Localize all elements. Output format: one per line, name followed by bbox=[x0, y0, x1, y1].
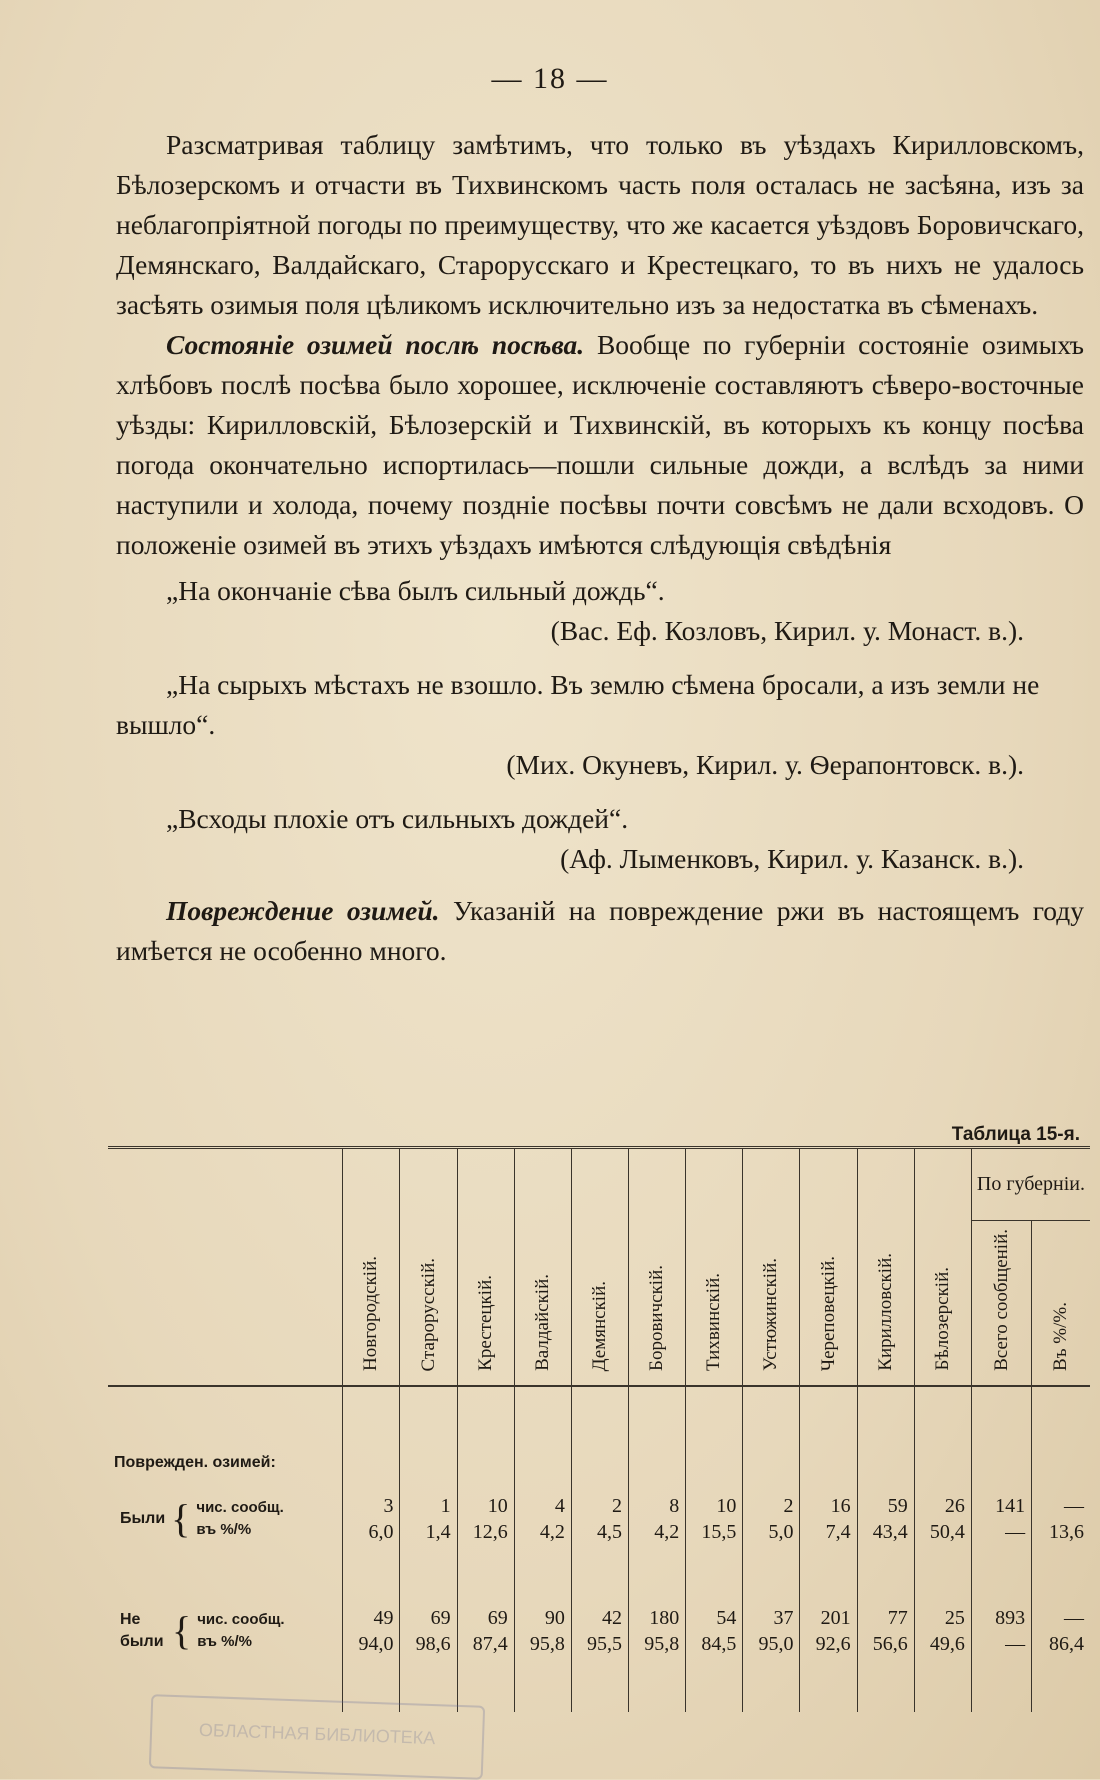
col-header-10: Бѣлозерскій. bbox=[914, 1148, 971, 1387]
col-header-4: Демянскій. bbox=[571, 1148, 628, 1387]
cell-were-9: 59 43,4 bbox=[857, 1478, 914, 1560]
cell-were-2: 10 12,6 bbox=[457, 1478, 514, 1560]
section-row bbox=[108, 1386, 1090, 1478]
cell-were-10: 26 50,4 bbox=[914, 1478, 971, 1560]
cell-notwere-11: 893 — bbox=[971, 1590, 1031, 1672]
col-header-7: Устюжинскій. bbox=[743, 1148, 800, 1387]
paragraph-2-text: Вообще по губерніи состояніе озимыхъ хлѣбовъ послѣ посѣва было хорошее, исключеніе составляютъ сѣверо-восточные уѣзды: Кирилловскій, Бѣлозерскій и Тихвинскій, въ которыхъ къ концу посѣва погода окончательно испортилась—пошли сильные дожди, а вслѣдъ за ними наступили и холода, почему поздніе посѣвы почти совсѣмъ не дали всходовъ. О положеніе озимей въ этихъ уѣздахъ имѣются слѣдующія свѣдѣнія bbox=[116, 329, 1084, 560]
col-header-8: Череповецкій. bbox=[800, 1148, 857, 1387]
table-15 bbox=[108, 1146, 1090, 1684]
cell-were-12: — 13,6 bbox=[1032, 1478, 1090, 1560]
cell-were-4: 2 4,5 bbox=[571, 1478, 628, 1560]
cell-notwere-10: 25 49,6 bbox=[914, 1590, 971, 1672]
cell-notwere-6: 54 84,5 bbox=[686, 1590, 743, 1672]
quote-2-signature: (Мих. Окуневъ, Кирил. у. Ѳерапонтовск. в.). bbox=[506, 749, 1024, 780]
quote-1-signature: (Вас. Еф. Козловъ, Кирил. у. Монаст. в.). bbox=[550, 615, 1024, 646]
cell-were-8: 16 7,4 bbox=[800, 1478, 857, 1560]
page-number: — 18 — bbox=[491, 62, 609, 95]
body-text bbox=[116, 125, 1084, 971]
cell-notwere-2: 69 87,4 bbox=[457, 1590, 514, 1672]
library-stamp: ОБЛАСТНАЯ БИБЛИОТЕКА bbox=[149, 1694, 485, 1780]
section-title-state: Состояніе озимей послѣ посѣва. bbox=[166, 329, 585, 360]
table-row-were bbox=[108, 1478, 1090, 1560]
table-caption: Таблица 15-я. bbox=[951, 1124, 1080, 1145]
quote-1: „На окончаніе сѣва былъ сильный дождь“. bbox=[166, 575, 665, 606]
cell-were-6: 10 15,5 bbox=[686, 1478, 743, 1560]
paragraph-2 bbox=[116, 325, 1084, 565]
col-header-3: Валдайскій. bbox=[514, 1148, 571, 1387]
spacer-row bbox=[108, 1560, 1090, 1590]
paragraph-3 bbox=[116, 891, 1084, 971]
col-header-0: Новгородскій. bbox=[343, 1148, 400, 1387]
quote-3: „Всходы плохіе отъ сильныхъ дождей“. bbox=[166, 803, 629, 834]
row-label-were: Были { чис. сообщ. въ %/% bbox=[120, 1496, 284, 1541]
cell-notwere-0: 49 94,0 bbox=[343, 1590, 400, 1672]
paragraph-1: Разсматривая таблицу замѣтимъ, что только въ уѣздахъ Кирилловскомъ, Бѣлозерскомъ и отчасти въ Тихвинскомъ часть поля осталась не засѣяна, изъ за неблагопріятной погоды по преимуществу, что же касается уѣздовъ Боровичскаго, Демянскаго, Валдайскаго, Старорусскаго и Крестецкаго, то въ нихъ не удалось засѣять озимыя поля цѣликомъ исключительно изъ за недостатка въ сѣменахъ. bbox=[116, 129, 1084, 320]
col-header-9: Кирилловскій. bbox=[857, 1148, 914, 1387]
cell-were-0: 3 6,0 bbox=[343, 1478, 400, 1560]
col-header-total: Всего сообщеній. bbox=[971, 1220, 1031, 1386]
quote-3-signature: (Аф. Лыменковъ, Кирил. у. Казанск. в.). bbox=[560, 843, 1024, 874]
table-row-were-not bbox=[108, 1590, 1090, 1672]
col-header-1: Старорусскій. bbox=[400, 1148, 457, 1387]
cell-were-7: 2 5,0 bbox=[743, 1478, 800, 1560]
cell-notwere-3: 90 95,8 bbox=[514, 1590, 571, 1672]
cell-notwere-5: 180 95,8 bbox=[629, 1590, 686, 1672]
cell-notwere-8: 201 92,6 bbox=[800, 1590, 857, 1672]
cell-were-1: 1 1,4 bbox=[400, 1478, 457, 1560]
section-title-damage: Повреждение озимей. bbox=[166, 895, 440, 926]
col-header-5: Боровичскій. bbox=[629, 1148, 686, 1387]
cell-were-5: 8 4,2 bbox=[629, 1478, 686, 1560]
cell-notwere-12: — 86,4 bbox=[1032, 1590, 1090, 1672]
cell-notwere-1: 69 98,6 bbox=[400, 1590, 457, 1672]
cell-notwere-7: 37 95,0 bbox=[743, 1590, 800, 1672]
row-label-were-not: Не были { чис. сообщ. въ %/% bbox=[120, 1608, 285, 1653]
cell-notwere-9: 77 56,6 bbox=[857, 1590, 914, 1672]
header-row-top bbox=[108, 1148, 1090, 1221]
quote-2: „На сырыхъ мѣстахъ не взошло. Въ землю сѣмена бросали, а изъ земли не вышло“. bbox=[116, 669, 1040, 740]
col-header-2: Крестецкій. bbox=[457, 1148, 514, 1387]
cell-were-11: 141 — bbox=[971, 1478, 1031, 1560]
cell-were-3: 4 4,2 bbox=[514, 1478, 571, 1560]
header-corner bbox=[108, 1148, 343, 1387]
col-header-6: Тихвинскій. bbox=[686, 1148, 743, 1387]
paragraph-3-text: Указаній на повреждение ржи въ настоящемъ году имѣется не особенно много. bbox=[116, 895, 1085, 966]
cell-notwere-4: 42 95,5 bbox=[571, 1590, 628, 1672]
section-label: Поврежден. озимей: bbox=[114, 1454, 276, 1471]
col-header-pct: Въ %/%. bbox=[1032, 1220, 1090, 1386]
province-header: По губерніи. bbox=[971, 1148, 1090, 1221]
damage-table bbox=[108, 1146, 1090, 1712]
